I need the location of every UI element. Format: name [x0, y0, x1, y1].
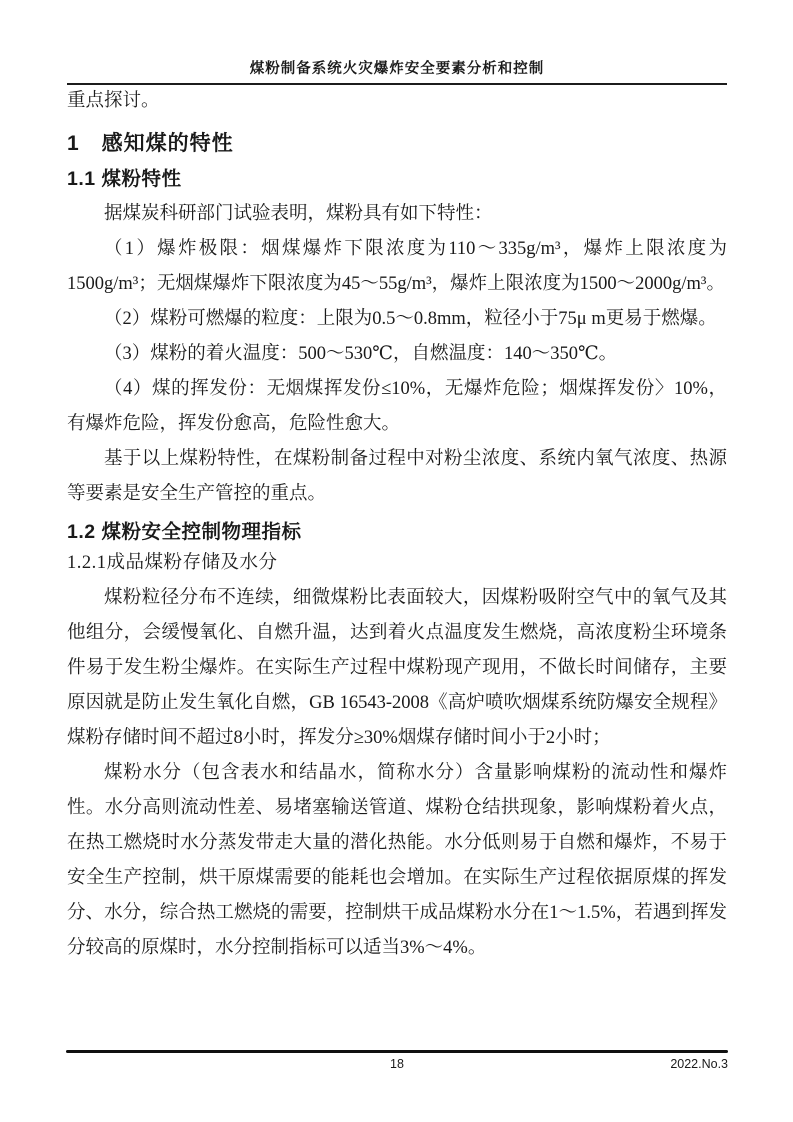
list-item-4: （4）煤的挥发份：无烟煤挥发份≤10%，无爆炸危险；烟煤挥发份〉10%，有爆炸危险，挥发份愈高，危险性愈大。 [67, 379, 727, 434]
lead-paragraph: 据煤炭科研部门试验表明，煤粉具有如下特性： [104, 204, 493, 224]
section-1-2-1-heading: 1.2.1成品煤粉存储及水分 [67, 553, 278, 573]
list-item-3: （3）煤粉的着火温度：500～530℃，自燃温度：140～350℃。 [104, 344, 618, 364]
page-number: 18 [390, 1057, 404, 1071]
section-1-heading: 1 感知煤的特性 [67, 132, 234, 155]
moisture-paragraph: 煤粉水分（包含表水和结晶水，简称水分）含量影响煤粉的流动性和爆炸性。水分高则流动性差、易堵塞输送管道、煤粉仓结拱现象，影响煤粉着火点，在热工燃烧时水分蒸发带走大量的潜化热能。水分低则易于自燃和爆炸，不易于安全生产控制，烘干原煤需要的能耗也会增加。在实际生产过程依据原煤的挥发分、水分，综合热工燃烧的需要，控制烘干成品煤粉水分在1～1.5%，若遇到挥发分较高的原煤时，水分控制指标可以适当3%～4%。 [67, 763, 727, 958]
page-header [67, 57, 727, 85]
list-item-1: （1）爆炸极限：烟煤爆炸下限浓度为110～335g/m³，爆炸上限浓度为1500g/m³；无烟煤爆炸下限浓度为45～55g/m³，爆炸上限浓度为1500～2000g/m³。 [67, 239, 727, 294]
storage-paragraph: 煤粉粒径分布不连续，细微煤粉比表面较大，因煤粉吸附空气中的氧气及其他组分，会缓慢氧化、自燃升温，达到着火点温度发生燃烧，高浓度粉尘环境条件易于发生粉尘爆炸。在实际生产过程中煤粉现产现用，不做长时间储存，主要原因就是防止发生氧化自燃，GB 16543-2008《高炉喷吹烟煤系统防爆安全规程》煤粉存储时间不超过8小时，挥发分≥30%烟煤存储时间小于2小时； [67, 588, 727, 748]
footer-rule [66, 1050, 728, 1053]
summary-paragraph: 基于以上煤粉特性，在煤粉制备过程中对粉尘浓度、系统内氧气浓度、热源等要素是安全生产管控的重点。 [67, 449, 727, 504]
issue-number: 2022.No.3 [670, 1057, 728, 1071]
section-1-1-heading: 1.1 煤粉特性 [67, 168, 182, 190]
running-title: 煤粉制备系统火灾爆炸安全要素分析和控制 [249, 61, 545, 77]
page-footer [66, 1057, 728, 1071]
continuation-paragraph: 重点探讨。 [67, 91, 160, 111]
list-item-2: （2）煤粉可燃爆的粒度：上限为0.5～0.8mm，粒径小于75μ m更易于燃爆。 [104, 309, 717, 329]
section-1-2-heading: 1.2 煤粉安全控制物理指标 [67, 521, 302, 543]
article-body [67, 84, 727, 966]
